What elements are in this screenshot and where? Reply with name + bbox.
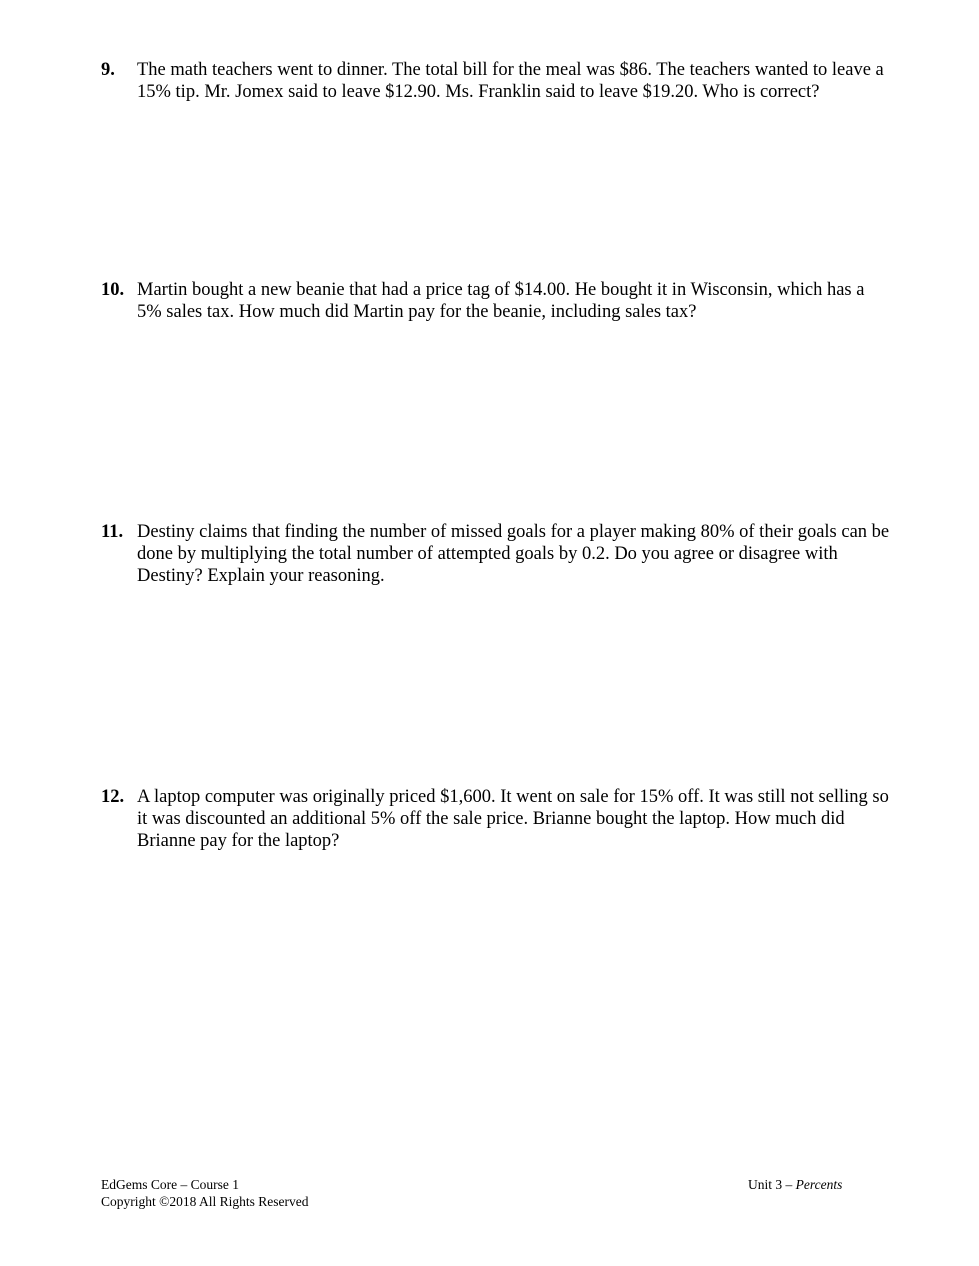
problem-10 <box>101 279 891 323</box>
problem-number: 11. <box>101 522 124 542</box>
problem-12 <box>101 786 891 852</box>
footer-course: EdGems Core – Course 1 <box>101 1177 239 1192</box>
problem-number: 10. <box>101 280 125 300</box>
footer-unit-prefix: Unit 3 – <box>748 1177 793 1192</box>
problem-number: 12. <box>101 787 125 807</box>
problem-9 <box>101 59 891 103</box>
footer-unit-title: Percents <box>795 1177 843 1192</box>
problem-text: Martin bought a new beanie that had a price tag of $14.00. He bought it in Wisconsin, which has a 5% sales tax. How much did Martin pay for the beanie, including sales tax? <box>137 280 865 322</box>
footer-right <box>748 1176 842 1193</box>
problem-text: The math teachers went to dinner. The total bill for the meal was $86. The teachers wanted to leave a 15% tip. Mr. Jomex said to leave $12.90. Ms. Franklin said to leave $19.20. Who is correct? <box>137 60 884 102</box>
footer-copyright: Copyright ©2018 All Rights Reserved <box>101 1194 309 1209</box>
problem-11 <box>101 521 891 587</box>
problem-text: Destiny claims that finding the number of missed goals for a player making 80% of their goals can be done by multiplying the total number of attempted goals by 0.2. Do you agree or disagree with Destiny? Explain your reasoning. <box>137 522 890 586</box>
problem-number: 9. <box>101 60 115 80</box>
problem-text: A laptop computer was originally priced $1,600. It went on sale for 15% off. It was still not selling so it was discounted an additional 5% off the sale price. Brianne bought the laptop. How much did Brianne pay for the laptop? <box>137 787 889 851</box>
footer-left <box>101 1176 309 1210</box>
